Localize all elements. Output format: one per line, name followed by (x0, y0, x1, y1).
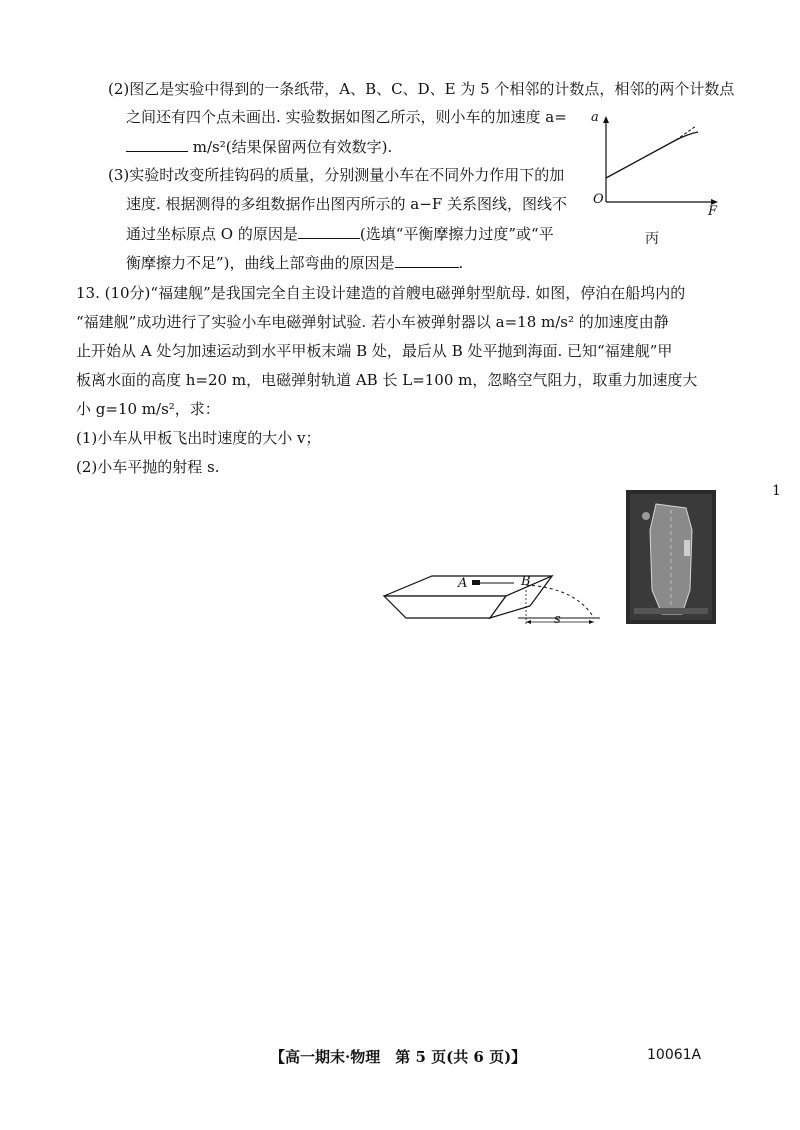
q12-p2-line3-tail: m/s²(结果保留两位有效数字). (192, 138, 393, 156)
q12-p3-line4 (126, 251, 463, 274)
q12-p3-line4-head: 衡摩擦力不足”)，曲线上部弯曲的原因是 (126, 254, 395, 272)
label-s: s (554, 612, 561, 627)
carrier-deck-diagram (380, 566, 605, 630)
q13-line3: 止开始从 A 处匀加速运动到水平甲板末端 B 处，最后从 B 处平抛到海面. 已知“福建舰”甲 (76, 342, 673, 360)
car-marker (472, 580, 480, 585)
q13-sub1: (1)小车从甲板飞出时速度的大小 v； (76, 429, 321, 447)
graph-y-arrow (603, 116, 609, 123)
graph-curve (606, 132, 698, 178)
margin-mark: 1 (772, 483, 781, 499)
q12-p3-line3-tail: (选填“平衡摩擦力过度”或“平 (359, 225, 554, 243)
a-f-graph (592, 112, 722, 222)
dock-edge (634, 608, 708, 614)
q12-p3-line3 (126, 222, 554, 245)
page-footer: 【高一期末·物理 第 5 页(共 6 页)】 (270, 1048, 527, 1066)
q13-line2: “福建舰”成功进行了实验小车电磁弹射试验. 若小车被弹射器以 a=18 m/s² 的加速度由静 (76, 313, 669, 331)
q13-line4: 板离水面的高度 h=20 m，电磁弹射轨道 AB 长 L=100 m，忽略空气阻力，取重力加速度大 (76, 371, 698, 389)
graph-x-label: F (708, 204, 718, 219)
q13-line5: 小 g=10 m/s²，求： (76, 400, 220, 418)
q12-p2-line2: 之间还有四个点未画出. 实验数据如图乙所示，则小车的加速度 a= (126, 108, 567, 126)
label-b: B (521, 574, 531, 589)
q13-line1: 13. (10分)“福建舰”是我国完全自主设计建造的首艘电磁弹射型航母. 如图，停泊在船坞内的 (76, 284, 686, 302)
paper-code: 10061A (647, 1047, 702, 1063)
answer-blank-origin-reason[interactable] (298, 222, 360, 239)
answer-blank-acceleration[interactable] (126, 135, 188, 152)
q12-p3-line2: 速度. 根据测得的多组数据作出图丙所示的 a−F 关系图线，图线不 (126, 195, 567, 213)
hull-front (384, 596, 506, 618)
q12-p3-line3-head: 通过坐标原点 O 的原因是 (126, 225, 298, 243)
q13-sub2: (2)小车平抛的射程 s. (76, 458, 220, 476)
graph-origin-label: O (593, 192, 604, 207)
range-arrow-right (589, 620, 594, 624)
graph-y-label: a (591, 110, 599, 125)
q12-p3-line4-tail: . (458, 254, 464, 272)
range-arrow-left (526, 620, 531, 624)
graph-caption: 丙 (645, 231, 659, 247)
island-structure (684, 540, 690, 556)
label-a: A (458, 576, 468, 591)
carrier-photo (626, 490, 716, 624)
q12-p2-line1: (2)图乙是实验中得到的一条纸带，A、B、C、D、E 为 5 个相邻的计数点，相邻的两个计数点 (108, 80, 735, 98)
q12-p3-line1: (3)实验时改变所挂钩码的质量，分别测量小车在不同外力作用下的加 (108, 166, 565, 184)
dock-equipment (642, 512, 650, 520)
answer-blank-curve-reason[interactable] (395, 251, 459, 268)
q12-p2-line3 (126, 135, 392, 158)
